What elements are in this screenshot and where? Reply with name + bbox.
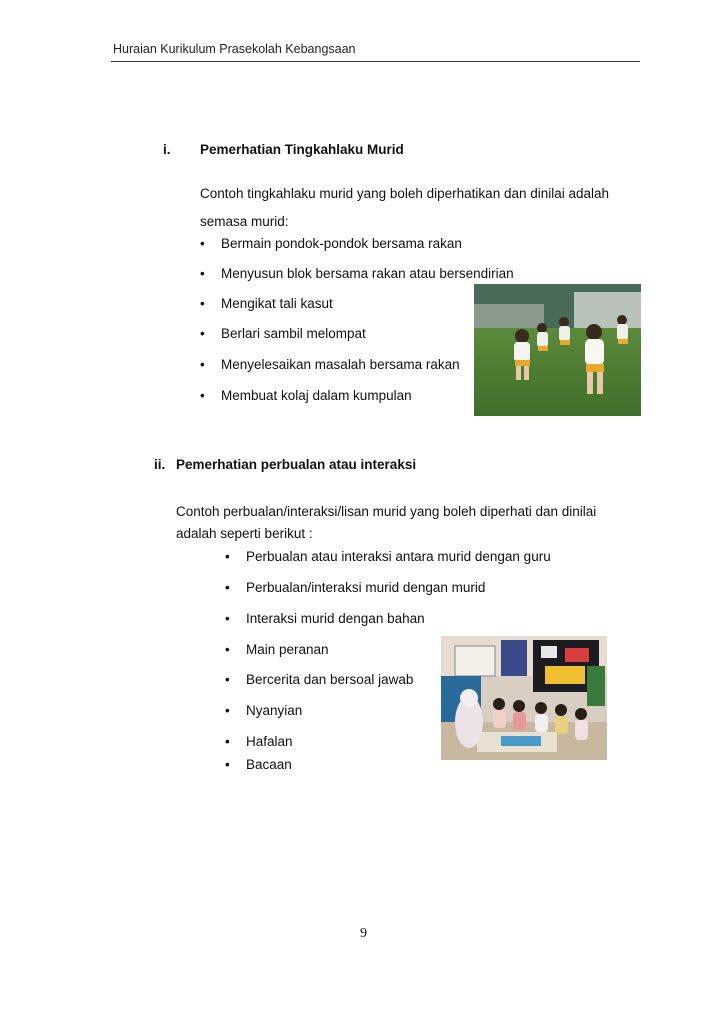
classroom-activity-photo (441, 636, 607, 760)
list-item-text: Menyusun blok bersama rakan atau bersendirian (221, 266, 514, 281)
section-i-heading: Pemerhatian Tingkahlaku Murid (200, 142, 404, 157)
list-item-text: Perbualan atau interaksi antara murid dengan guru (246, 549, 551, 564)
running-header: Huraian Kurikulum Prasekolah Kebangsaan (113, 42, 356, 56)
bullet-icon: • (200, 236, 205, 251)
bullet-icon: • (200, 388, 205, 403)
bullet-icon: • (225, 642, 230, 657)
section-ii-intro-line2: adalah seperti berikut : (176, 526, 313, 541)
list-item-text: Nyanyian (246, 703, 303, 718)
bullet-icon: • (225, 734, 230, 749)
section-ii-heading: Pemerhatian perbualan atau interaksi (176, 457, 417, 472)
list-item-text: Perbualan/interaksi murid dengan murid (246, 580, 486, 595)
page-number: 9 (360, 926, 367, 941)
photo-illustration (474, 284, 641, 416)
list-item-text: Bermain pondok-pondok bersama rakan (221, 236, 462, 251)
list-item-text: Membuat kolaj dalam kumpulan (221, 388, 412, 403)
list-item-text: Menyelesaikan masalah bersama rakan (221, 357, 460, 372)
section-i-intro-line2: semasa murid: (200, 214, 289, 229)
list-item-text: Berlari sambil melompat (221, 326, 366, 341)
bullet-icon: • (200, 266, 205, 281)
bullet-icon: • (225, 549, 230, 564)
list-item-text: Bercerita dan bersoal jawab (246, 672, 414, 687)
photo-illustration (441, 636, 607, 760)
list-item-text: Main peranan (246, 642, 329, 657)
header-divider (111, 61, 640, 62)
children-running-photo (474, 284, 641, 416)
bullet-icon: • (225, 757, 230, 772)
bullet-icon: • (200, 357, 205, 372)
bullet-icon: • (225, 611, 230, 626)
section-ii-numeral: ii. (154, 457, 166, 472)
list-item-text: Interaksi murid dengan bahan (246, 611, 425, 626)
section-i-intro-line1: Contoh tingkahlaku murid yang boleh diperhatikan dan dinilai adalah (200, 186, 610, 201)
bullet-icon: • (200, 326, 205, 341)
section-i-numeral: i. (163, 142, 171, 157)
bullet-icon: • (200, 296, 205, 311)
bullet-icon: • (225, 703, 230, 718)
bullet-icon: • (225, 580, 230, 595)
bullet-icon: • (225, 672, 230, 687)
list-item-text: Bacaan (246, 757, 292, 772)
list-item-text: Hafalan (246, 734, 293, 749)
section-ii-intro-line1: Contoh perbualan/interaksi/lisan murid yang boleh diperhati dan dinilai (176, 504, 597, 519)
list-item-text: Mengikat tali kasut (221, 296, 333, 311)
